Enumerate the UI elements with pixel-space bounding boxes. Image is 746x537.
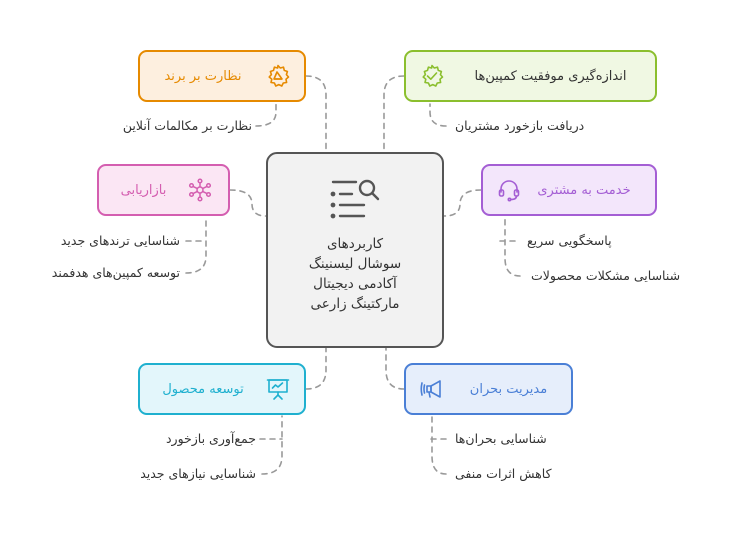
center-title-line: سوشال لیسنینگ — [308, 256, 402, 272]
connector-marketing — [230, 190, 266, 216]
connector-marketing-item-2 — [186, 218, 206, 273]
list-item: شناسایی مشکلات محصولات — [531, 268, 681, 283]
loudspeaker-icon — [420, 377, 444, 401]
branch-product-development — [138, 363, 306, 415]
connector-customer-item-2 — [505, 218, 520, 276]
list-search-icon — [330, 176, 384, 226]
center-title-line: مارکتینگ زارعی — [310, 296, 400, 312]
center-node — [266, 152, 444, 348]
branch-campaign-success — [404, 50, 657, 102]
branch-marketing — [97, 164, 230, 216]
list-item: نظارت بر مکالمات آنلاین — [122, 118, 252, 133]
connector-brand-item-1 — [256, 104, 276, 126]
list-item: پاسخگویی سریع — [527, 233, 612, 248]
branch-label: مدیریت بحران — [469, 381, 548, 397]
network-hub-icon — [188, 178, 212, 202]
verified-badge-icon — [420, 64, 444, 88]
branch-label: بازاریابی — [120, 182, 167, 198]
connector-campaign-success — [384, 76, 404, 152]
branch-label: خدمت به مشتری — [537, 182, 631, 198]
megaphone-badge-icon — [266, 64, 290, 88]
center-title-line: آکادمی دیجیتال — [313, 276, 397, 292]
connector-product-development — [306, 348, 326, 389]
branch-brand-monitoring — [138, 50, 306, 102]
list-item: جمع‌آوری بازخورد — [165, 431, 256, 446]
list-item: شناسایی بحران‌ها — [455, 431, 547, 446]
list-item: کاهش اثرات منفی — [455, 466, 552, 481]
branch-label: اندازه‌گیری موفقیت کمپین‌ها — [474, 68, 627, 84]
connector-crisis-item-2 — [432, 416, 446, 474]
connector-customer-service — [444, 190, 481, 216]
center-title-line: کاربردهای — [326, 236, 384, 252]
list-item: دریافت بازخورد مشتریان — [455, 118, 585, 133]
branch-label: نظارت بر برند — [164, 68, 242, 84]
branch-customer-service — [481, 164, 657, 216]
connector-campaign-item-1 — [430, 104, 446, 126]
connector-brand-monitoring — [306, 76, 326, 152]
list-item: شناسایی نیازهای جدید — [140, 466, 256, 481]
list-item: توسعه کمپین‌های هدفمند — [51, 265, 180, 280]
branch-crisis-management — [404, 363, 573, 415]
headset-icon — [497, 178, 521, 202]
branch-label: توسعه محصول — [162, 381, 244, 397]
list-item: شناسایی ترندهای جدید — [60, 233, 180, 248]
center-title — [268, 234, 442, 314]
presentation-board-icon — [266, 377, 290, 401]
connector-product-item-2 — [262, 416, 282, 474]
connector-crisis-management — [386, 348, 404, 389]
